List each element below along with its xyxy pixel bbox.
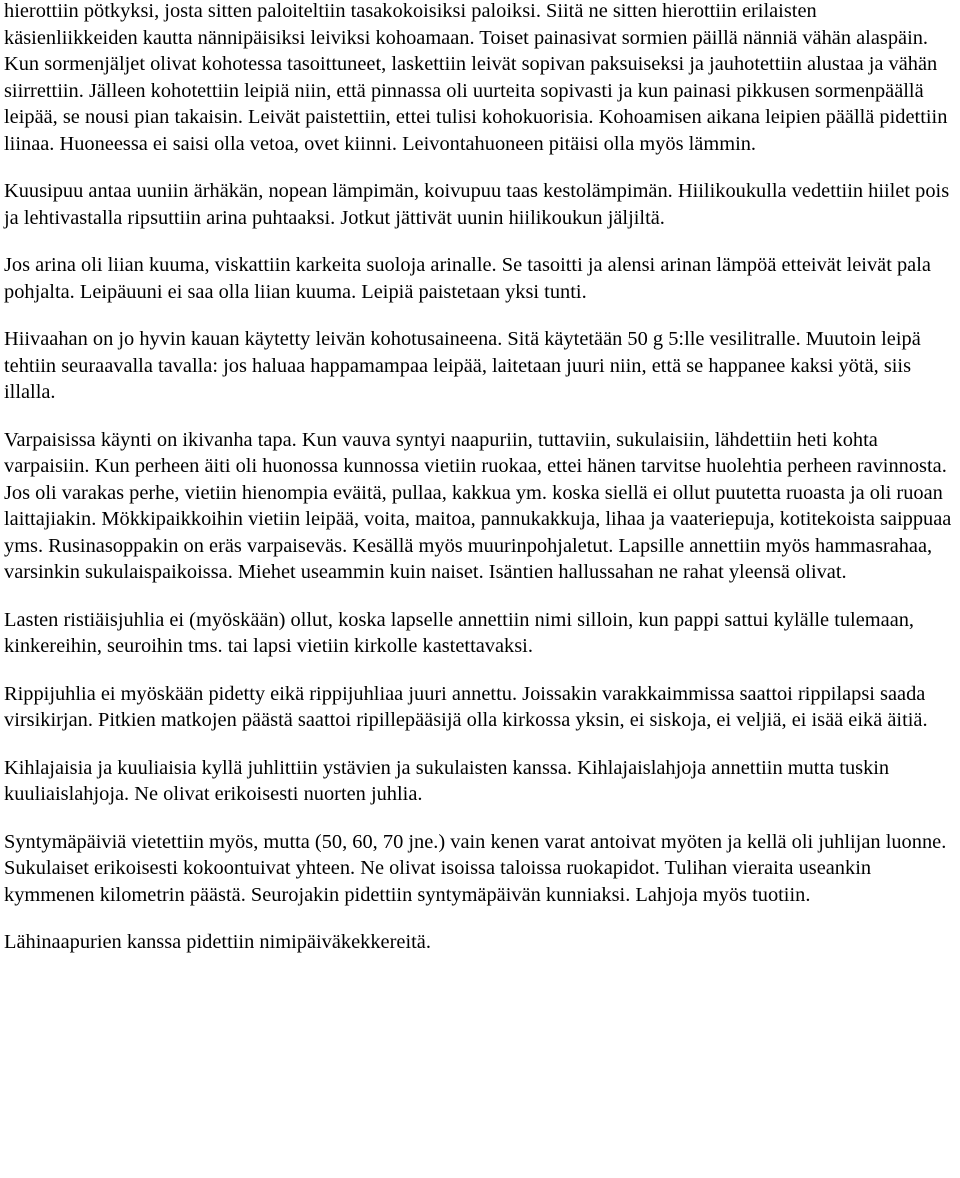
document-body	[4, 0, 954, 956]
paragraph-name-days: Lähinaapurien kanssa pidettiin nimipäiväkekkereitä.	[4, 931, 431, 953]
paragraph-oven-hearth: Jos arina oli liian kuuma, viskattiin karkeita suoloja arinalle. Se tasoitti ja alensi arinan lämpöä etteivät leivät pala pohjalta. Leipäuuni ei saa olla liian kuuma. Leipiä paistetaan yksi tunti.	[4, 254, 931, 303]
paragraph-yeast: Hiivaahan on jo hyvin kauan käytetty leivän kohotusaineena. Sitä käytetään 50 g 5:lle vesilitralle. Muutoin leipä tehtiin seuraavalla tavalla: jos haluaa happamampaa leipää, laitetaan juuri niin, että se happanee kaksi yötä, siis illalla.	[4, 328, 921, 403]
paragraph-oven-wood: Kuusipuu antaa uuniin ärhäkän, nopean lämpimän, koivupuu taas kestolämpimän. Hiilikoukulla vedettiin hiilet pois ja lehtivastalla ripsuttiin arina puhtaaksi. Jotkut jättivät uunin hiilikoukun jäljiltä.	[4, 180, 950, 229]
paragraph-engagement: Kihlajaisia ja kuuliaisia kyllä juhlittiin ystävien ja sukulaisten kanssa. Kihlajaislahjoja annettiin mutta tuskin kuuliaislahjoja. Ne olivat erikoisesti nuorten juhlia.	[4, 756, 890, 805]
paragraph-varpaiset: Varpaisissa käynti on ikivanha tapa. Kun vauva syntyi naapuriin, tuttaviin, sukulaisiin, lähdettiin heti kohta varpaisiin. Kun perheen äiti oli huonossa kunnossa vietiin ruokaa, ettei hänen tarvitse huolehtia perheen ravinnosta. Jos oli varakas perhe, vietiin hienompia eväitä, pullaa, kakkua ym. koska siellä ei ollut puutetta ruoasta ja oli ruoan laittajiakin. Mökkipaikkoihin vietiin leipää, voita, maitoa, pannukakkuja, lihaa ja vaateriepuja, kotitekoista saippuaa yms. Rusinasoppakin on eräs varpaiseväs. Kesällä myös muurinpohjaletut. Lapsille annettiin myös hammasrahaa, varsinkin sukulaispaikoissa. Miehet useammin kuin naiset. Isäntien hallussahan ne rahat yleensä olivat.	[4, 428, 952, 583]
paragraph-bread-rising: hierottiin pötkyksi, josta sitten paloiteltiin tasakokoisiksi paloiksi. Siitä ne sitten hierottiin erilaisten käsienliikkeiden kautta nännipäisiksi leiviksi kohoamaan. Toiset painasivat sormien päillä nänniä vähän alaspäin. Kun sormenjäljet olivat kohotessa tasoittuneet, laskettiin leivät sopivan paksuiseksi ja jauhotettiin alustaa ja vähän siirrettiin. Jälleen kohotettiin leipiä niin, että pinnassa oli uurteita sopivasti ja kun painasi pikkusen sormenpäällä leipää, se nousi pian takaisin. Leivät paistettiin, ettei tulisi kohokuorisia. Kohoamisen aikana leipien päällä pidettiin liinaa. Huoneessa ei saisi olla vetoa, ovet kiinni. Leivontahuoneen pitäisi olla myös lämmin.	[4, 0, 948, 155]
paragraph-christening: Lasten ristiäisjuhlia ei (myöskään) ollut, koska lapselle annettiin nimi silloin, kun pappi sattui kylälle tulemaan, kinkereihin, seuroihin tms. tai lapsi vietiin kirkolle kastettavaksi.	[4, 608, 915, 657]
paragraph-confirmation: Rippijuhlia ei myöskään pidetty eikä rippijuhliaa juuri annettu. Joissakin varakkaimmissa saattoi rippilapsi saada virsikirjan. Pitkien matkojen päästä saattoi ripillepääsijä olla kirkossa yksin, ei siskoja, ei veljiä, ei isää eikä äitiä.	[4, 682, 928, 731]
paragraph-birthdays: Syntymäpäiviä vietettiin myös, mutta (50, 60, 70 jne.) vain kenen varat antoivat myöten ja kellä oli juhlijan luonne. Sukulaiset erikoisesti kokoontuivat yhteen. Ne olivat isoissa taloissa ruokapidot. Tulihan vieraita useankin kymmenen kilometrin päästä. Seurojakin pidettiin syntymäpäivän kunniaksi. Lahjoja myös tuotiin.	[4, 830, 947, 906]
